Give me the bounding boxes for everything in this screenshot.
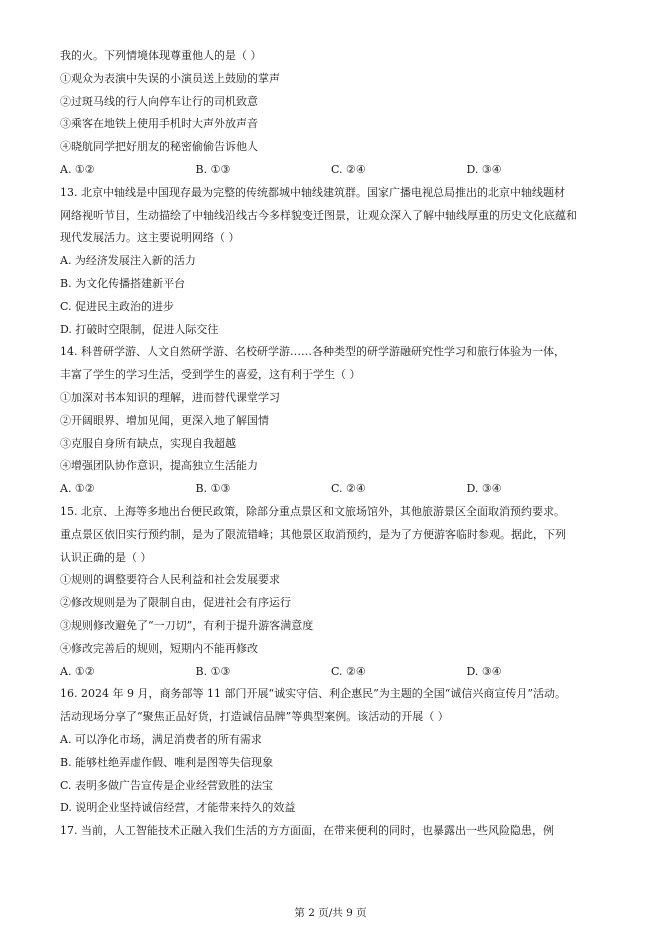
- q13-option-d: D. 打破时空限制，促进人际交往: [60, 322, 219, 336]
- q15-option-d: D. ③④: [466, 664, 502, 678]
- q14-option-a: A. ①②: [60, 482, 95, 496]
- q14-option-d: D. ③④: [466, 482, 502, 496]
- q14-options: [60, 478, 605, 501]
- q14-option-b: B. ①③: [195, 482, 231, 496]
- q14-item: ②开阔眼界、增加见闻，更深入地了解国情: [60, 413, 269, 427]
- question-12-stem-end: 我的火。下列情境体现尊重他人的是（ ）: [60, 49, 262, 62]
- q15-option-a: A. ①②: [60, 664, 95, 678]
- q12-option-a: A. ①②: [60, 162, 95, 176]
- question-15-stem: 认识正确的是（ ）: [60, 550, 152, 564]
- q15-option-c: C. ②④: [331, 664, 366, 678]
- question-14-stem: 丰富了学生的学习生活，受到学生的喜爱，这有利于学生（ ）: [60, 368, 361, 382]
- q12-option-c: C. ②④: [331, 162, 366, 176]
- q12-item: ①观众为表演中失误的小演员送上鼓励的掌声: [60, 71, 280, 85]
- page-content: [60, 45, 605, 843]
- question-14-stem: 14. 科普研学游、人文自然研学游、名校研学游……各种类型的研学游融研究性学习和旅行体验为一体，: [60, 345, 565, 359]
- q13-option-c: C. 促进民主政治的进步: [60, 299, 175, 313]
- q14-item: ③克服自身所有缺点，实现自我超越: [60, 436, 236, 450]
- question-16-stem: 16. 2024 年 9 月，商务部等 11 部门开展“诚实守信、利企惠民”为主题的全国“诚信兴商宣传月”活动。: [60, 687, 566, 701]
- q14-item: ④增强团队协作意识，提高独立生活能力: [60, 459, 258, 473]
- q15-item: ④修改完善后的规则，短期内不能再修改: [60, 641, 258, 655]
- question-15-stem: 15. 北京、上海等多地出台便民政策，除部分重点景区和文旅场馆外，其他旅游景区全面取消预约要求。: [60, 504, 565, 518]
- page-number-footer: 第 2 页/共 9 页: [294, 907, 367, 919]
- q15-options: [60, 661, 605, 684]
- question-17-stem: 17. 当前，人工智能技术正融入我们生活的方方面面，在带来便利的同时，也暴露出一些风险隐患，例: [60, 824, 554, 838]
- q14-item: ①加深对书本知识的理解，进而替代课堂学习: [60, 390, 280, 404]
- q12-option-d: D. ③④: [466, 162, 502, 176]
- q12-option-b: B. ①③: [195, 162, 231, 176]
- q13-option-a: A. 为经济发展注入新的活力: [60, 254, 196, 268]
- q14-option-c: C. ②④: [331, 482, 366, 496]
- question-15-stem: 重点景区依旧实行预约制，是为了限流错峰；其他景区取消预约，是为了方便游客临时参观。据此，下列: [60, 527, 566, 541]
- q15-item: ②修改规则是为了限制自由，促进社会有序运行: [60, 596, 291, 610]
- question-13-stem: 现代发展活力。这主要说明网络（ ）: [60, 231, 240, 245]
- question-13-stem: 13. 北京中轴线是中国现存最为完整的传统都城中轴线建筑群。国家广播电视总局推出的北京中轴线题材: [60, 185, 565, 199]
- q16-option-a: A. 可以净化市场，满足消费者的所有需求: [60, 732, 262, 746]
- q15-item: ③规则修改避免了“一刀切”，有利于提升游客满意度: [60, 618, 314, 632]
- q12-item: ④晓航同学把好朋友的秘密偷偷告诉他人: [60, 140, 258, 154]
- question-13-stem: 网络视听节目，生动描绘了中轴线沿线古今多样貌变迁图景，让观众深入了解中轴线厚重的历史文化底蕴和: [60, 208, 577, 222]
- q16-option-b: B. 能够杜绝弄虚作假、唯利是图等失信现象: [60, 755, 274, 769]
- q13-option-b: B. 为文化传播搭建新平台: [60, 276, 186, 290]
- q12-item: ②过斑马线的行人向停车让行的司机致意: [60, 94, 258, 108]
- q15-option-b: B. ①③: [195, 664, 231, 678]
- q16-option-d: D. 说明企业坚持诚信经营，才能带来持久的效益: [60, 801, 296, 815]
- q15-item: ①规则的调整要符合人民利益和社会发展要求: [60, 573, 280, 587]
- q16-option-c: C. 表明多做广告宣传是企业经营致胜的法宝: [60, 778, 274, 792]
- q12-options: [60, 159, 605, 182]
- q12-item: ③乘客在地铁上使用手机时大声外放声音: [60, 117, 258, 131]
- question-16-stem: 活动现场分享了“聚焦正品好货，打造诚信品牌”等典型案例。该活动的开展（ ）: [60, 710, 449, 724]
